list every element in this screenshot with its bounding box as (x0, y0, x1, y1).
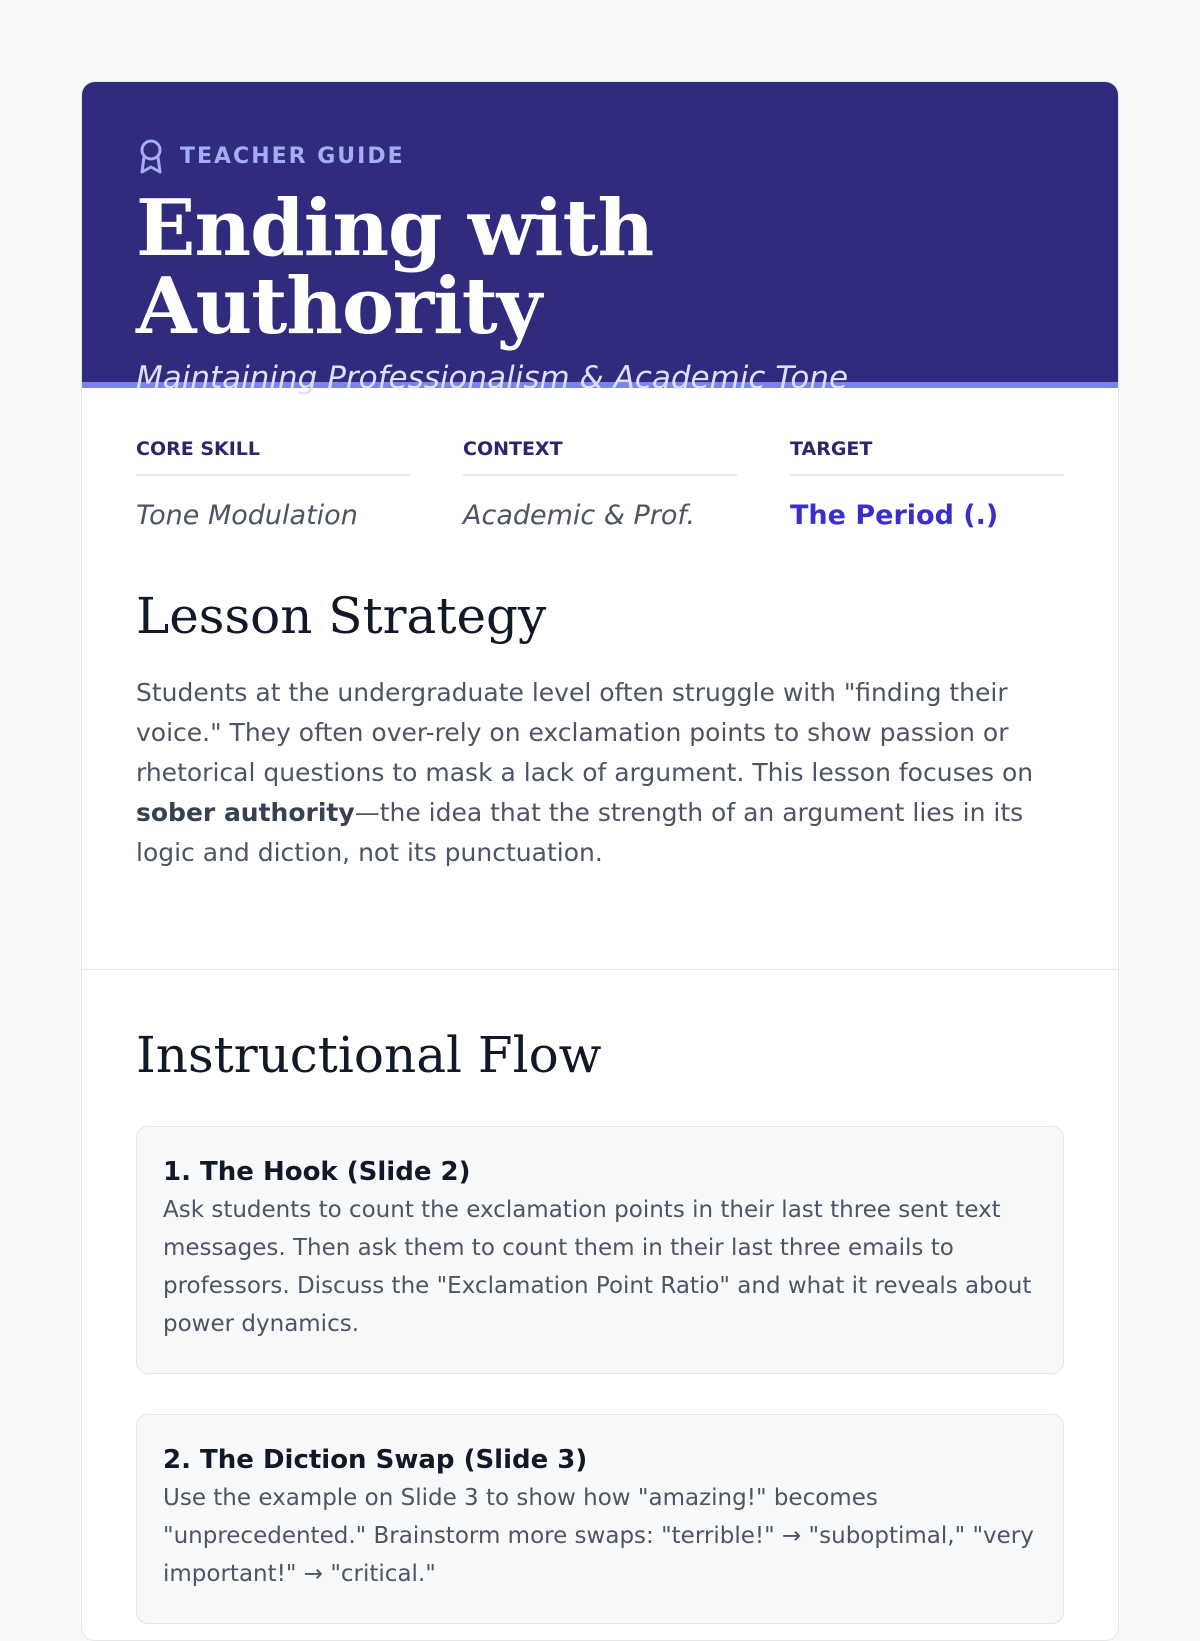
meta-target (790, 438, 1064, 531)
flow-steps (136, 1126, 1064, 1624)
meta-label: TARGET (790, 438, 1064, 476)
meta-core-skill (136, 438, 410, 531)
eyebrow-label: TEACHER GUIDE (180, 143, 405, 169)
meta-value: Academic & Prof. (463, 500, 695, 531)
step-title: 2. The Diction Swap (Slide 3) (163, 1445, 588, 1475)
lesson-strategy-section (82, 587, 1118, 873)
guide-header (82, 82, 1118, 396)
page-subtitle: Maintaining Professionalism & Academic Tone (136, 360, 849, 396)
step-text: Use the example on Slide 3 to show how "amazing!" becomes "unprecedented." Brainstorm more swaps: "terrible!" → "suboptimal," "very important!" → "critical." (163, 1485, 1034, 1587)
section-title: Instructional Flow (136, 1026, 602, 1084)
strategy-text-end: —the idea that the strength of an argument lies in its logic and diction, not its punctuation. (136, 798, 1024, 867)
section-divider (82, 969, 1118, 970)
meta-label: CONTEXT (463, 438, 737, 476)
section-title: Lesson Strategy (136, 587, 547, 645)
instructional-flow-section (82, 1026, 1118, 1624)
step-title: 1. The Hook (Slide 2) (163, 1157, 471, 1187)
strategy-text-start: Students at the undergraduate level often struggle with "finding their voice." They often over-rely on exclamation points to show passion or rhetorical questions to mask a lack of argument. This lesson focuses on (136, 678, 1034, 787)
lesson-meta (82, 388, 1118, 531)
meta-value: Tone Modulation (136, 500, 358, 531)
meta-value-target: The Period (.) (790, 500, 999, 531)
meta-label: CORE SKILL (136, 438, 410, 476)
strategy-emphasis: sober authority (136, 798, 355, 827)
strategy-paragraph (136, 673, 1064, 873)
award-ribbon-icon (136, 137, 166, 175)
eyebrow (136, 136, 1064, 176)
flow-step (136, 1414, 1064, 1624)
guide-card (81, 81, 1119, 1641)
page-title: Ending with Authority (136, 183, 654, 352)
meta-context (463, 438, 737, 531)
flow-step (136, 1126, 1064, 1374)
step-text: Ask students to count the exclamation points in their last three sent text messages. Then ask them to count them in their last three emails to professors. Discuss the "Exclamation Point Ratio" and what it reveals about power dynamics. (163, 1197, 1032, 1337)
